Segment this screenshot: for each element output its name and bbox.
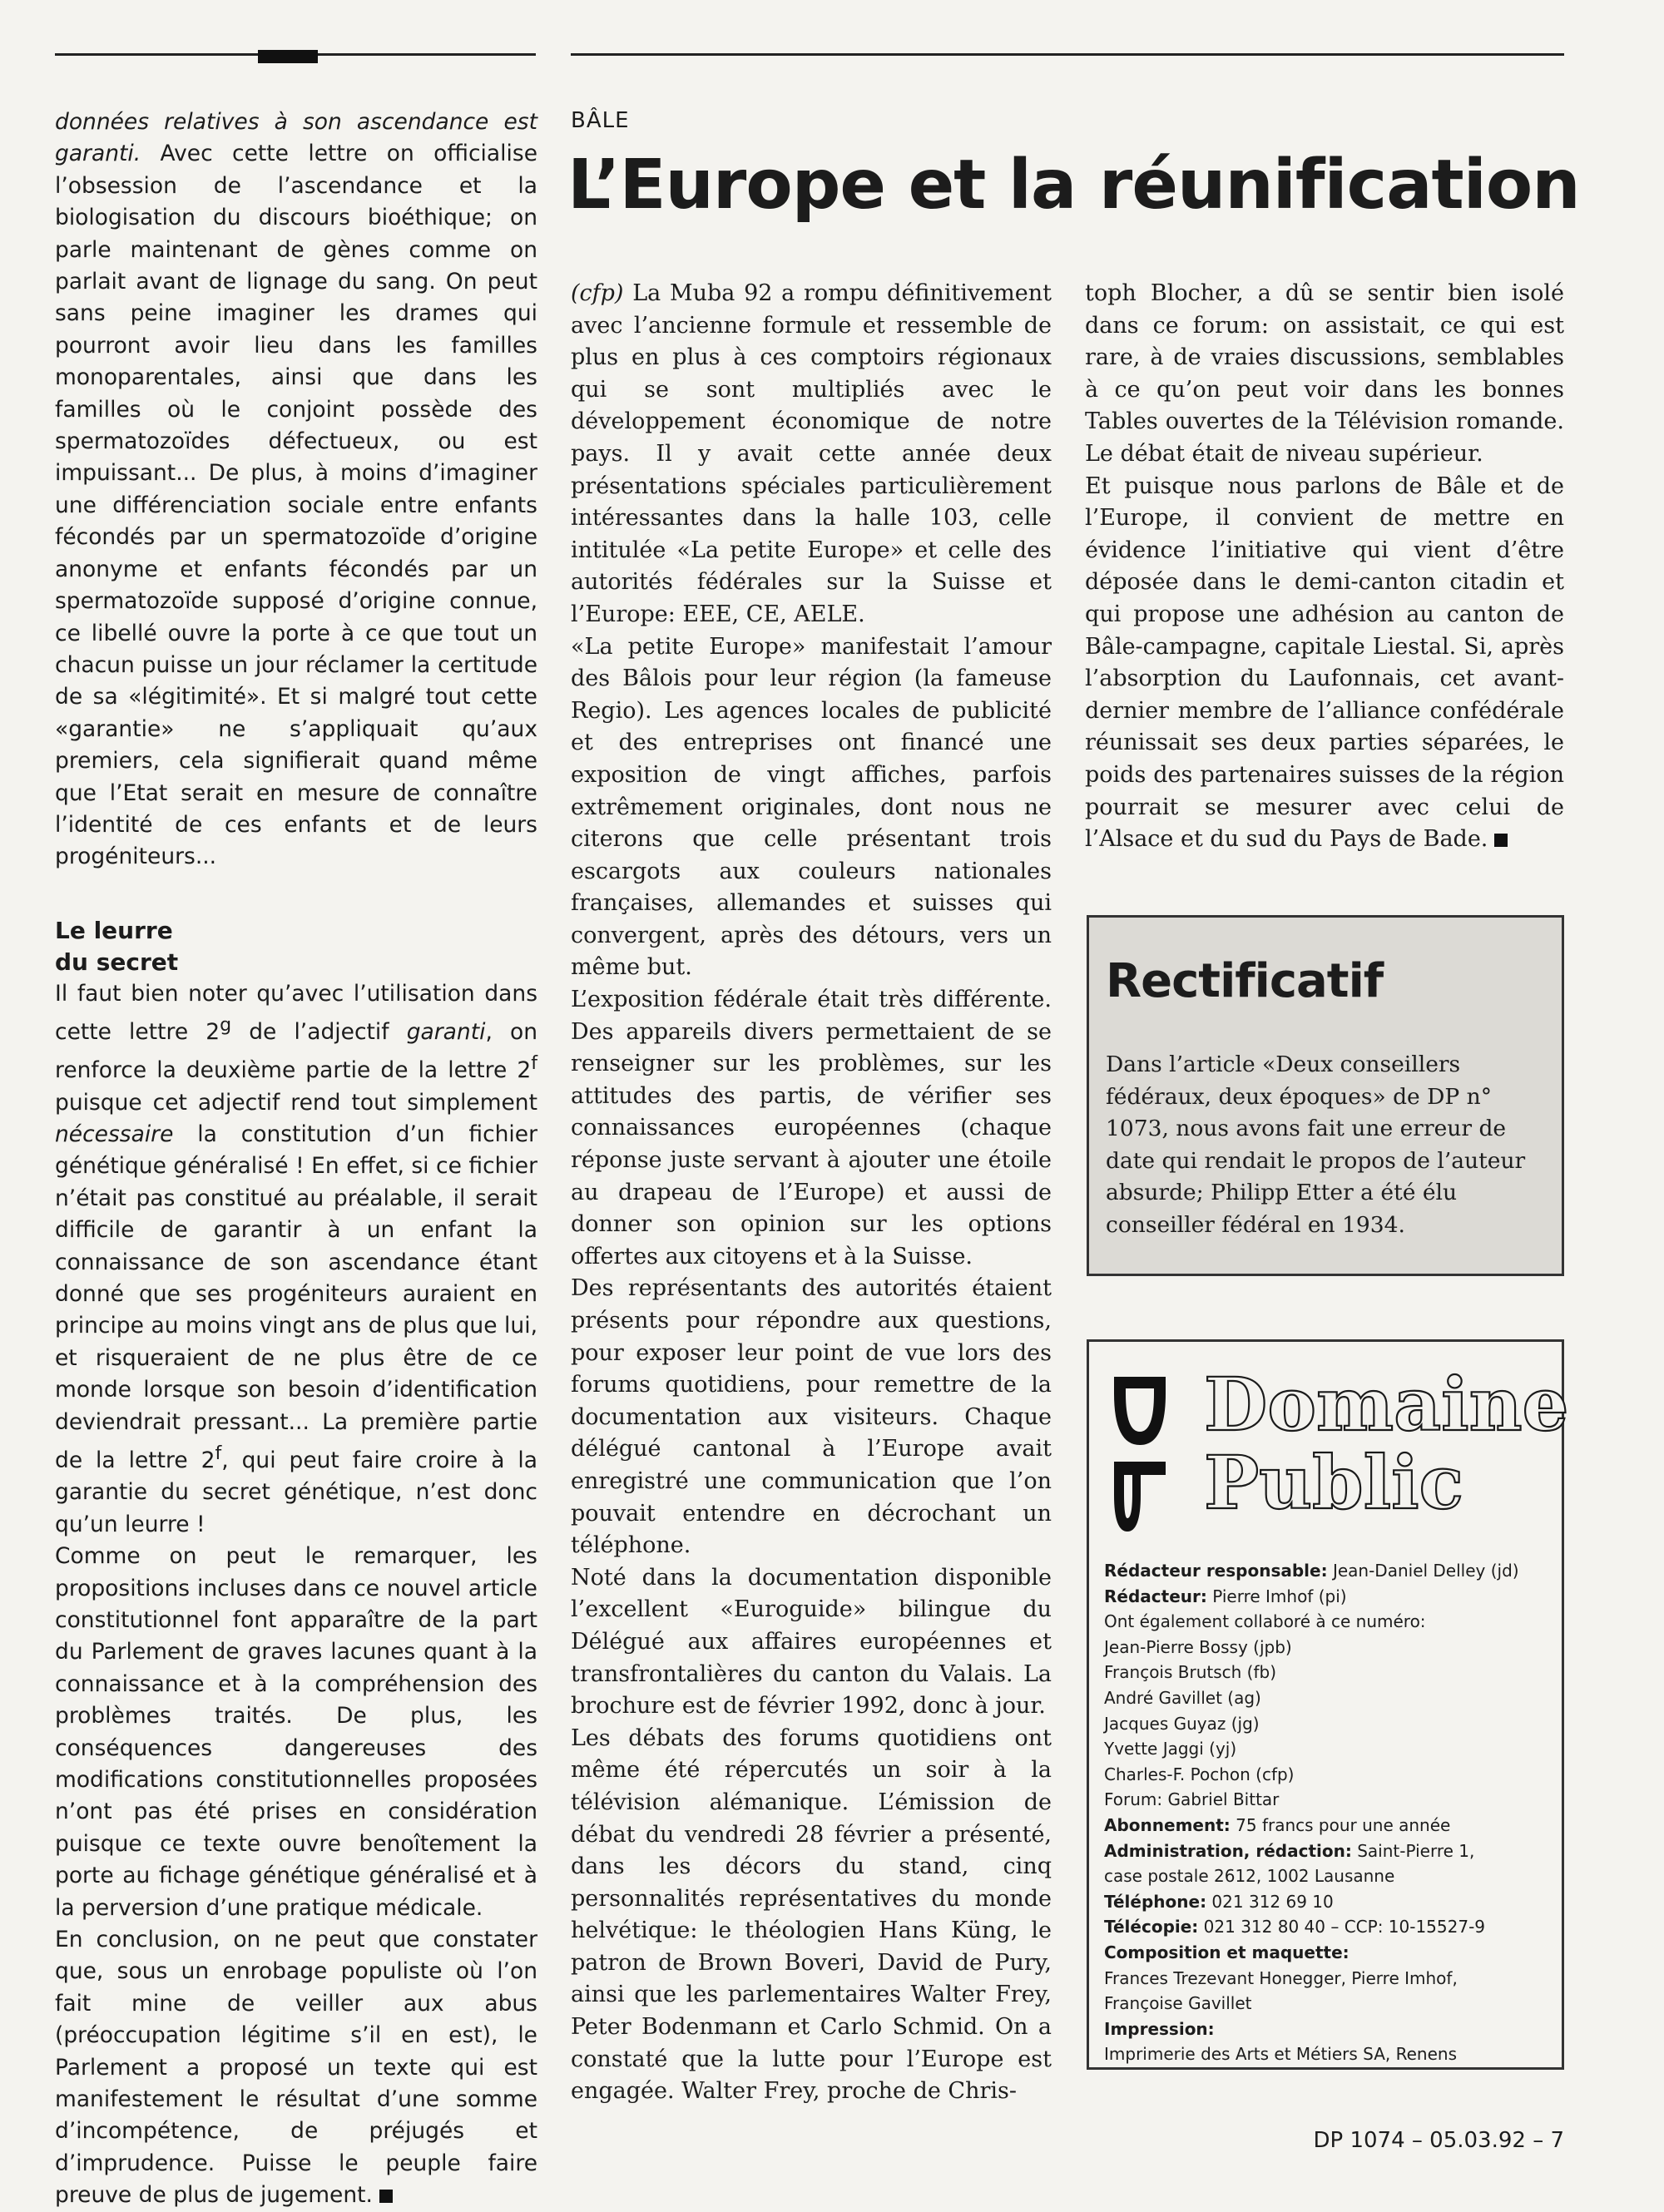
left-p2-italic2: nécessaire [55,1121,174,1148]
left-paragraph-3: Comme on peut le remarquer, les propositions incluses dans ce nouvel article constitutionnel font apparaître de la part du Parlement de graves lacunes quant à la connaissance et à la compréhension des problèmes traités. De plus, les conséquences dangereuses des modifications constitutionnelles proposées n’ont pas été prises en considération puisque ce texte ouvre benoîtement la porte au fichage génétique généralisé et à la perversion d’une pratique médicale. [55,1543,537,1921]
rectificatif-box [1087,915,1564,1276]
masthead-title-line1: Domaine [1204,1361,1569,1447]
credit-label: Téléphone: [1104,1891,1207,1912]
article-paragraph-1 [571,278,1052,631]
masthead-title [1204,1361,1569,1526]
credit-label: Composition et maquette: [1104,1942,1350,1962]
credit-value: Forum: Gabriel Bittar [1104,1789,1280,1810]
article-column-2 [1085,278,1564,856]
credit-value: 75 francs pour une année [1230,1814,1451,1835]
credit-value: Yvette Jaggi (yj) [1104,1739,1237,1759]
left-subhead [55,915,537,978]
article-p8-text: Et puisque nous parlons de Bâle et de l’Europe, il convient de mettre en évidence l’initiative qui vient d’être déposée dans le demi-canton citadin et qui propose une adhésion au canton de Bâle-campagne, capitale Liestal. Si, après l’absorption du Laufonnais, cet avant-dernier membre de l’alliance confédérale réunissait ses deux parties séparées, le poids des partenaires suisses de la région pourrait se mesurer avec celui de l’Alsace et du sud du Pays de Bade. [1085,473,1564,853]
masthead-box [1087,1339,1569,2070]
left-p2-a: Il faut bien noter qu’avec l’utilisation dans cette lettre 2 [55,980,537,1045]
left-paragraph-4 [55,1924,537,2212]
left-p2-sup3: f [215,1443,222,1465]
credit-value: Ont également collaboré à ce numéro: [1104,1611,1426,1632]
left-p2-f: , qui peut faire croire à la garantie du secret génétique, n’est donc qu’un leurre ! [55,1447,538,1537]
credit-row [1104,1914,1553,1940]
article-headline: L’Europe et la réunification [567,146,1580,225]
left-p2-b: de l’adjectif [231,1018,407,1045]
credit-row [1104,1736,1553,1762]
article-paragraph-7: toph Blocher, a dû se sentir bien isolé dans ce forum: on assistait, ce qui est rare, à de vraies discussions, semblables à ce qu’on peut voir dans les bonnes Tables ouvertes de la Télévision romande. Le débat était de niveau supérieur. [1085,280,1564,467]
credit-value: Charles-F. Pochon (cfp) [1104,1764,1295,1784]
credit-row [1104,1660,1553,1685]
credit-label: Rédacteur responsable: [1104,1561,1328,1581]
left-p2-sup1: g [220,1015,232,1037]
article-paragraph-5: Noté dans la documentation disponible l’excellent «Euroguide» bilingue du Délégué aux affaires européennes et transfrontalières du canton du Valais. La brochure est de février 1992, donc à jour. [571,1564,1052,1720]
credit-value: case postale 2612, 1002 Lausanne [1104,1866,1395,1887]
credit-value: 021 312 80 40 – CCP: 10-15527-9 [1198,1917,1486,1937]
left-p2-sup2: f [531,1053,537,1075]
credit-row [1104,2041,1553,2067]
left-p1-italic: données relatives à son ascendance est garanti. [55,109,537,167]
left-subhead-line2: du secret [55,948,179,976]
credit-row [1104,1711,1553,1737]
credit-row [1104,1635,1553,1660]
top-rule-marker [258,50,318,63]
credit-label: Rédacteur: [1104,1586,1207,1606]
credit-row [1104,1889,1553,1915]
credit-value: Françoise Gavillet [1104,1993,1252,2014]
credit-row [1104,2017,1553,2042]
credit-row [1104,1558,1553,1584]
credit-value: Saint-Pierre 1, [1351,1840,1475,1861]
left-column-article [55,106,537,2212]
page-footer: DP 1074 – 05.03.92 – 7 [1313,2128,1564,2153]
credit-value: François Brutsch (fb) [1104,1662,1277,1683]
rectificatif-title: Rectificatif [1106,954,1384,1008]
credit-row [1104,1991,1553,2017]
credit-row [1104,1863,1553,1889]
dp-logo-letter-d [1114,1377,1166,1445]
left-subhead-line1: Le leurre [55,916,173,944]
dp-logo [1111,1368,1169,1543]
end-of-article-mark [379,2190,393,2203]
article-kicker: BÂLE [571,108,630,133]
article-paragraph-2: «La petite Europe» manifestait l’amour des Bâlois pour leur région (la fameuse Regio). Les agences locales de publicité et des entreprises ont financé une exposition de vingt affiches, parfois extrêmement originales, dont nous ne citerons que celle présentant trois escargots aux couleurs nationales françaises, allemandes et suisses qui convergent, après des détours, vers un même but. [571,633,1052,981]
article-column-1 [571,278,1052,2108]
rectificatif-body: Dans l’article «Deux conseillers fédéraux, deux époques» de DP n° 1073, nous avons fait une erreur de date qui rendait le propos de l’auteur absurde; Philipp Etter a été élu conseiller fédéral en 1934. [1106,1052,1526,1238]
article-p1-text: La Muba 92 a rompu définitivement avec l’ancienne formule et ressemble de plus en plus à ces comptoirs régionaux qui se sont multipliés avec le développement économique de notre pays. Il y avait cette année deux présentations spéciales particulièrement intéressantes dans la halle 103, celle intitulée «La petite Europe» et celle des autorités fédérales sur la Suisse et l’Europe: EEE, CE, AELE. [571,280,1052,627]
left-p2-c: , on renforce la deuxième partie de la lettre 2 [55,1018,538,1084]
credit-row [1104,1584,1553,1610]
credit-label: Administration, rédaction: [1104,1840,1352,1861]
article-paragraph-6: Les débats des forums quotidiens ont même été répercutés un soir à la télévision alémanique. L’émission de débat du vendredi 28 février a présenté, dans les décors du stand, cinq personnalités représentatives du monde helvétique: le théologien Hans Küng, le patron de Brown Boveri, David de Pury, ainsi que les parlementaires Walter Frey, Peter Bodenmann et Carlo Schmid. On a constaté que la lutte pour l’Europe est engagée. Walter Frey, proche de Chris- [571,1725,1052,2105]
credit-label: Abonnement: [1104,1814,1231,1835]
dp-logo-letter-p [1114,1462,1166,1532]
credit-value: Frances Trezevant Honegger, Pierre Imhof, [1104,1967,1458,1988]
credit-value: Jean-Daniel Delley (jd) [1327,1561,1519,1581]
left-p2-e: la constitution d’un fichier génétique généralisé ! En effet, si ce fichier n’était pas constitué au préalable, il serait difficile de garantir à un enfant la connaissance de son ascendance étant donné que ses progéniteurs auraient en principe au moins vingt ans de plus que lui, et risqueraient de ne plus être de ce monde lorsque son besoin d’identification deviendrait pressant... La première partie de la lettre 2 [55,1121,537,1473]
credit-row [1104,1762,1553,1788]
credit-value: Imprimerie des Arts et Métiers SA, Renens [1104,2044,1457,2065]
credit-value: 021 312 69 10 [1206,1891,1334,1912]
article-paragraph-4: Des représentants des autorités étaient présents pour répondre aux questions, pour exposer leur point de vue lors des forums quotidiens, pour remettre de la documentation aux visiteurs. Chaque délégué cantonal à l’Europe avait enregistré une communication que l’on pouvait entendre en décrochant un téléphone. [571,1275,1052,1559]
end-of-article-mark [1494,834,1508,847]
credit-row [1104,1813,1553,1838]
credit-value: Pierre Imhof (pi) [1206,1586,1347,1606]
credit-value: Jacques Guyaz (jg) [1104,1713,1260,1734]
article-byline: (cfp) [571,280,624,306]
masthead-credits [1104,1558,1553,2067]
article-paragraph-8 [1085,471,1564,856]
left-p2-d: puisque cet adjectif rend tout simplement [55,1089,537,1116]
article-paragraph-3: L’exposition fédérale était très différente. Des appareils divers permettaient de se renseigner sur les problèmes, sur les attitudes des partis, de vérifier ses connaissances européennes (chaque réponse juste servant à ajouter une étoile au drapeau de l’Europe) et aussi de donner son opinion sur les options offertes aux citoyens et à la Suisse. [571,987,1052,1269]
credit-row [1104,1940,1553,1966]
left-paragraph-1 [55,106,537,873]
credit-value: André Gavillet (ag) [1104,1687,1261,1708]
left-p1-text: Avec cette lettre on officialise l’obsession de l’ascendance et la biologisation du discours bioéthique; on parle maintenant de gènes comme on parlait avant de lignage du sang. On peut sans peine imaginer les drames qui pourront avoir lieu dans les familles monoparentales, ainsi que dans les familles où le conjoint possède des spermatozoïdes défectueux, ou est impuissant... De plus, à moins d’imaginer une différenciation sociale entre enfants fécondés par un spermatozoïde d’origine anonyme et enfants fécondés par un spermatozoïde supposé d’origine connue, ce libellé ouvre la porte à ce que tout un chacun puisse un jour réclamer la certitude de sa «légitimité». Et si malgré tout cette «garantie» ne s’appliquait qu’aux premiers, cela signifierait quand même que l’Etat serait en mesure de connaître l’identité de ces enfants et de leurs progéniteurs... [55,141,537,870]
credit-row [1104,1838,1553,1864]
credit-row [1104,1787,1553,1813]
credit-row [1104,1609,1553,1635]
credit-row [1104,1685,1553,1711]
masthead-title-line2: Public [1204,1439,1464,1526]
left-paragraph-2 [55,978,537,1541]
credit-value: Jean-Pierre Bossy (jpb) [1104,1636,1292,1657]
left-p4-text: En conclusion, on ne peut que constater que, sous un enrobage populiste où l’on fait mine de veiller aux abus (préoccupation légitime s’il en est), le Parlement a proposé un texte qui est manifestement le résultat d’une somme d’incompétence, de préjugés et d’imprudence. Puisse le peuple faire preuve de plus de jugement. [55,1927,537,2209]
credit-row [1104,1966,1553,1992]
left-p2-italic1: garanti [406,1018,486,1045]
top-rule-right [571,53,1564,56]
credit-label: Impression: [1104,2018,1215,2039]
credit-label: Télécopie: [1104,1917,1199,1937]
